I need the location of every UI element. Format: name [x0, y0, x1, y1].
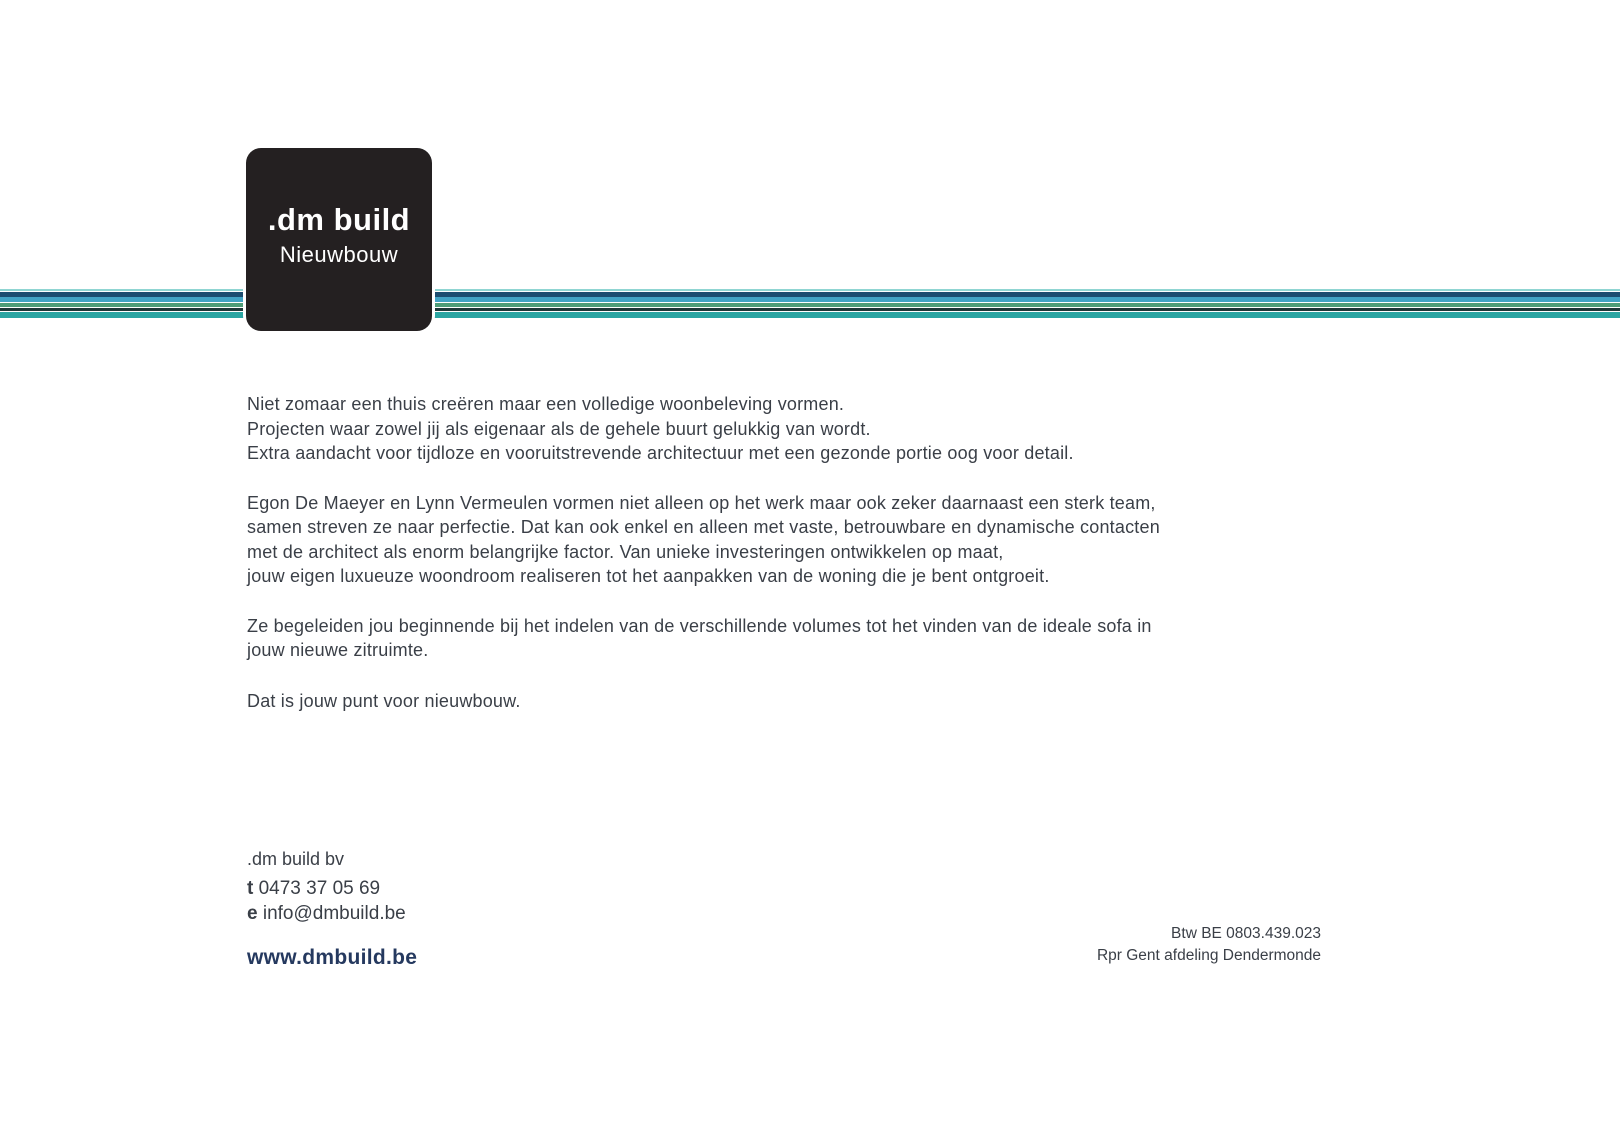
paragraph	[247, 491, 1327, 589]
paragraph-line: Dat is jouw punt voor nieuwbouw.	[247, 690, 521, 711]
contact-block	[247, 848, 417, 971]
email-address[interactable]: info@dmbuild.be	[262, 903, 406, 924]
website-link[interactable]: www.dmbuild.be	[247, 946, 418, 969]
band-stripe	[0, 297, 1620, 302]
paragraph-line: Projecten waar zowel jij als eigenaar als de gehele buurt gelukkig van wordt.	[247, 418, 871, 439]
paragraph	[247, 689, 1327, 714]
paragraph-line: Extra aandacht voor tijdloze en vooruitstrevende architectuur met een gezonde portie oog voor detail.	[247, 443, 1074, 463]
logo-subtitle: Nieuwbouw	[279, 241, 399, 267]
body-copy	[247, 392, 1327, 738]
email-line	[247, 902, 417, 926]
paragraph	[247, 614, 1327, 663]
phone-number: 0473 37 05 69	[258, 878, 381, 899]
phone-prefix: t	[247, 878, 254, 899]
band-stripe	[0, 312, 1620, 318]
email-prefix: e	[247, 903, 258, 924]
band-stripe	[0, 303, 1620, 307]
band-stripe	[0, 308, 1620, 311]
stripe-band	[0, 289, 1620, 318]
logo-title: .dm build	[267, 201, 411, 237]
paragraph-line: samen streven ze naar perfectie. Dat kan ook enkel en alleen met vaste, betrouwbare en dynamische contacten	[247, 517, 1160, 537]
paragraph-line: Niet zomaar een thuis creëren maar een volledige woonbeleving vormen.	[247, 394, 845, 414]
paragraph-line: jouw eigen luxueuze woondroom realiseren tot het aanpakken van de woning die je bent ontgroeit.	[247, 566, 1050, 586]
company-register: Rpr Gent afdeling Dendermonde	[1096, 947, 1321, 964]
band-stripe	[0, 289, 1620, 291]
paragraph-line: Egon De Maeyer en Lynn Vermeulen vormen niet alleen op het werk maar ook zeker daarnaast een sterk team,	[247, 492, 1156, 513]
paragraph	[247, 392, 1327, 466]
company-name: .dm build bv	[247, 849, 345, 869]
legal-block	[1097, 923, 1321, 967]
phone-line	[247, 877, 417, 901]
paragraph-line: Ze begeleiden jou beginnende bij het indelen van de verschillende volumes tot het vinden van de ideale sofa in	[247, 615, 1152, 636]
vat-number: Btw BE 0803.439.023	[1171, 925, 1321, 942]
paragraph-line: jouw nieuwe zitruimte.	[247, 640, 429, 660]
company-logo	[246, 148, 432, 331]
paragraph-line: met de architect als enorm belangrijke factor. Van unieke investeringen ontwikkelen op maat,	[247, 541, 1004, 562]
